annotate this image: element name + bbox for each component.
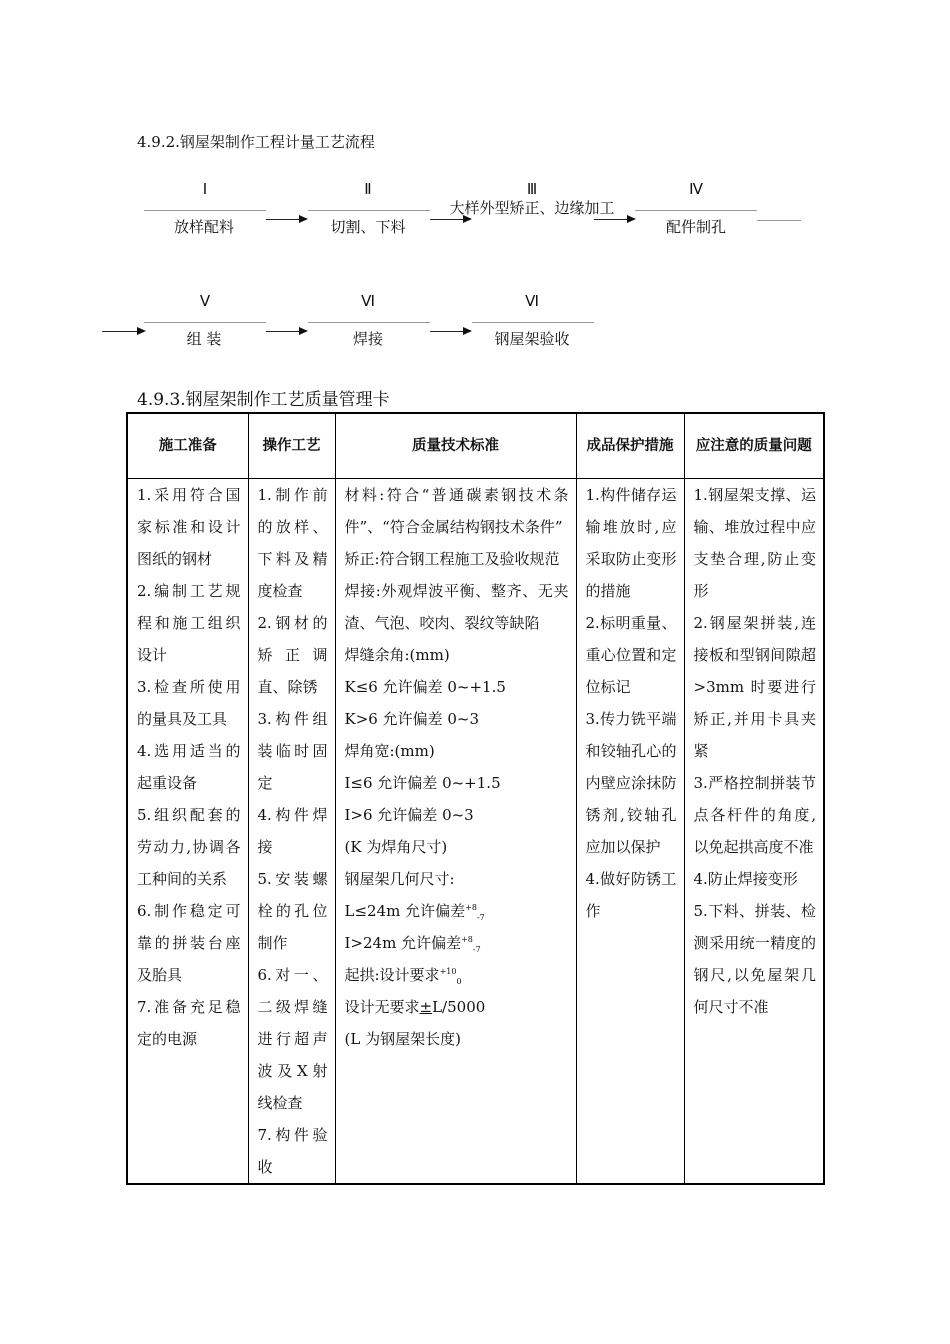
list-item: 3.检查所使用的量具及工具	[137, 678, 241, 728]
flow-step-7: 钢屋架验收	[494, 330, 570, 348]
standard-line: 焊缝余角:(mm)	[344, 646, 450, 664]
list-item: 7.构件验收	[257, 1126, 328, 1176]
list-item: 4.选用适当的起重设备	[137, 742, 241, 792]
underline	[144, 210, 266, 211]
list-item: 1.制作前的放样、下料及精度检查	[257, 486, 328, 600]
roman-3: Ⅲ	[526, 182, 538, 198]
flow-arrow	[594, 219, 634, 220]
list-item: 4.构件焊接	[257, 806, 328, 856]
standard-text: L≤24m 允许偏差	[344, 902, 466, 920]
table-row	[127, 479, 824, 1185]
underline	[472, 322, 594, 323]
tolerance-lower: -7	[476, 913, 485, 922]
underline	[308, 210, 430, 211]
list-item: 5.组织配套的劳动力,协调各工种间的关系	[137, 806, 241, 888]
standard-line: 焊角宽:(mm)	[344, 742, 435, 760]
header-protection: 成品保护措施	[576, 413, 684, 479]
tolerance-lower: 0	[456, 977, 462, 986]
list-item: 2.标明重量、重心位置和定位标记	[585, 614, 677, 696]
quality-management-table	[126, 412, 825, 1185]
table-header-row	[127, 413, 824, 479]
list-item: 3.构件组装临时固定	[257, 710, 328, 792]
cell-preparation	[127, 479, 248, 1185]
standard-line: K>6 允许偏差 0~3	[344, 710, 480, 728]
flow-step-3: 大样外型矫正、边缘加工	[449, 199, 615, 217]
standard-weld: 焊接:外观焊波平衡、整齐、无夹渣、气泡、咬肉、裂纹等缺陷	[344, 582, 569, 632]
standard-line	[345, 927, 569, 959]
flow-step-1: 放样配料	[173, 218, 234, 236]
standard-text: I>24m 允许偏差	[344, 934, 462, 952]
flow-step-5: 组 装	[186, 330, 222, 348]
flow-arrow	[266, 219, 306, 220]
list-item: 4.防止焊接变形	[693, 870, 798, 888]
flow-step-6: 焊接	[352, 330, 383, 348]
list-item: 1.构件储存运输堆放时,应采取防止变形的措施	[585, 486, 677, 600]
roman-7: Ⅵ	[525, 294, 539, 310]
list-item: 3.严格控制拼装节点各杆件的角度,以免起拱高度不准	[693, 774, 816, 856]
roman-6: Ⅵ	[361, 294, 375, 310]
roman-4: Ⅳ	[689, 182, 703, 198]
standard-line	[345, 959, 569, 991]
flow-step-2: 切割、下料	[330, 218, 406, 236]
tolerance-upper: +8	[465, 903, 477, 912]
list-item: 5.安装螺栓的孔位制作	[257, 870, 328, 952]
standard-line: (L 为钢屋架长度)	[344, 1030, 461, 1048]
list-item: 2.编制工艺规程和施工组织设计	[137, 582, 241, 664]
list-item: 1.采用符合国家标准和设计图纸的钢材	[137, 486, 241, 568]
underline	[308, 322, 430, 323]
tolerance-upper: +10	[439, 967, 457, 976]
underline	[144, 322, 266, 323]
standard-text: 设计无要求	[344, 998, 420, 1016]
cell-issues	[684, 479, 824, 1185]
plus-minus: ±	[419, 998, 433, 1016]
roman-2: Ⅱ	[364, 182, 372, 198]
header-preparation: 施工准备	[127, 413, 248, 479]
section-title-quality-card: 4.9.3.钢屋架制作工艺质量管理卡	[137, 390, 390, 410]
cell-quality-standard	[335, 479, 576, 1185]
tolerance-upper: +8	[461, 935, 473, 944]
cell-protection	[576, 479, 684, 1185]
list-item: 2.钢屋架拼装,连接板和型钢间隙超>3mm 时要进行矫正,并用卡具夹紧	[693, 614, 816, 760]
list-item: 2.钢材的矫正调直、除锈	[257, 614, 328, 696]
list-item: 5.下料、拼装、检测采用统一精度的钢尺,以免屋架几何尺寸不准	[693, 902, 816, 1016]
standard-line	[345, 895, 569, 927]
standard-line: I>6 允许偏差 0~3	[344, 806, 474, 824]
header-quality-standard: 质量技术标准	[335, 413, 576, 479]
underline	[635, 210, 757, 211]
section-title-flow: 4.9.2.钢屋架制作工程计量工艺流程	[137, 133, 375, 151]
flow-arrow	[430, 219, 470, 220]
list-item: 6.制作稳定可靠的拼装台座及胎具	[137, 902, 241, 984]
standard-line: 钢屋架几何尺寸:	[344, 870, 455, 888]
roman-1: Ⅰ	[202, 182, 208, 198]
list-item: 1.钢屋架支撑、运输、堆放过程中应支垫合理,防止变形	[693, 486, 816, 600]
list-item: 7.准备充足稳定的电源	[137, 998, 241, 1048]
standard-line: (K 为焊角尺寸)	[344, 838, 448, 856]
roman-5: Ⅴ	[199, 294, 211, 310]
header-operation: 操作工艺	[248, 413, 335, 479]
list-item: 6.对一、二级焊缝进行超声波及X射线检查	[257, 966, 328, 1112]
standard-line	[345, 991, 569, 1023]
standard-text: 起拱:设计要求	[344, 966, 440, 984]
header-issues: 应注意的质量问题	[684, 413, 824, 479]
standard-material: 材料:符合“普通碳素钢技术条件”、“符合金属结构钢技术条件”	[344, 486, 569, 536]
standard-correction: 矫正:符合钢工程施工及验收规范	[344, 550, 560, 568]
standard-line: I≤6 允许偏差 0~+1.5	[344, 774, 501, 792]
tolerance-lower: -7	[472, 945, 481, 954]
standard-line: K≤6 允许偏差 0~+1.5	[344, 678, 506, 696]
list-item: 4.做好防锈工作	[585, 870, 677, 920]
flow-step-4: 配件制孔	[665, 218, 726, 236]
list-item: 3.传力铣平端和铰轴孔心的内壁应涂抹防锈剂,铰轴孔应加以保护	[585, 710, 677, 856]
standard-text: L/5000	[432, 998, 486, 1016]
cell-operation	[248, 479, 335, 1185]
